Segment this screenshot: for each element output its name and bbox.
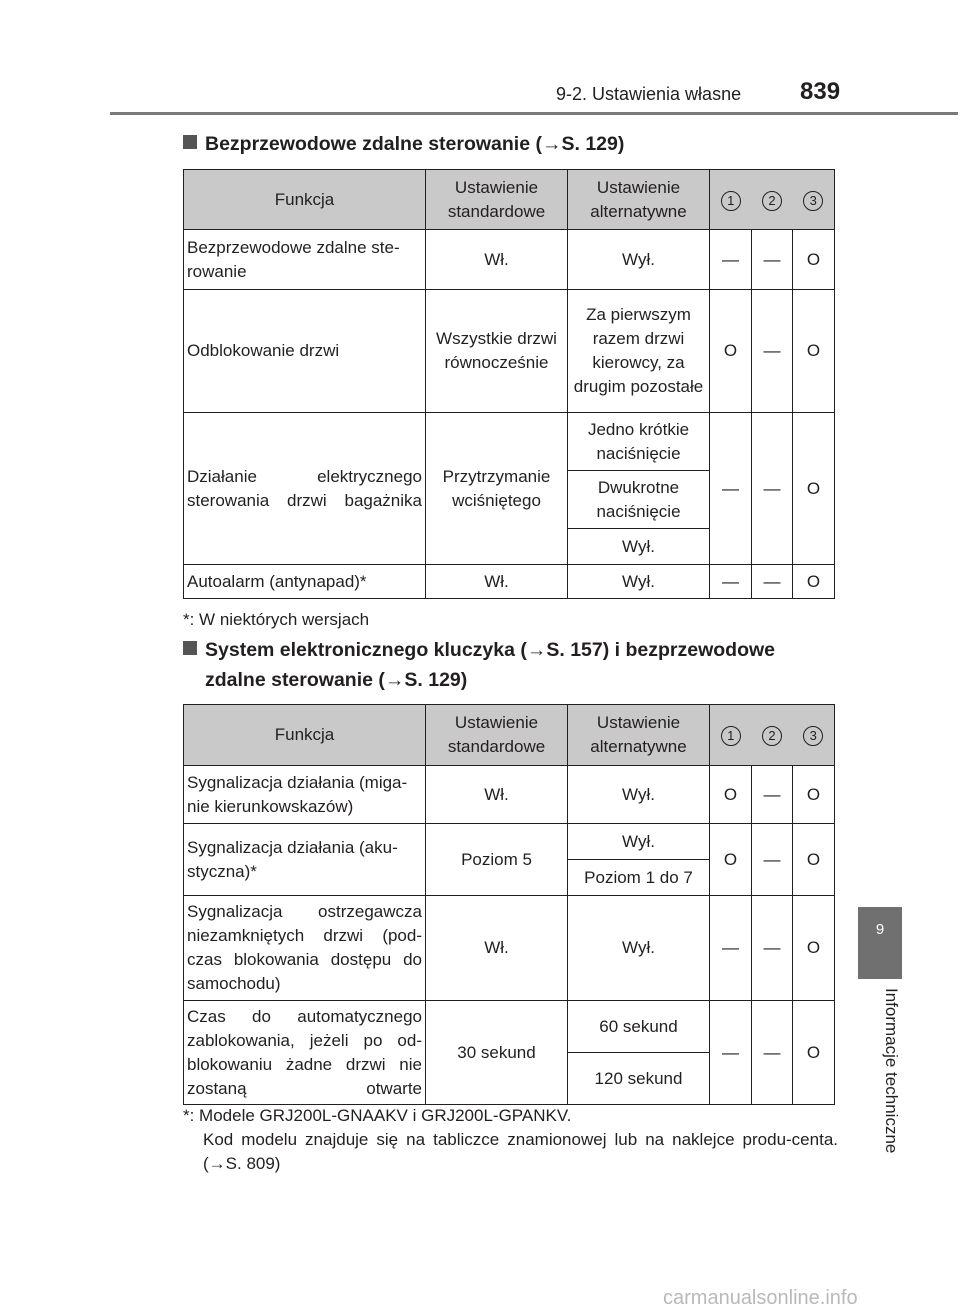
settings-table-1 <box>183 169 835 599</box>
table-row <box>184 413 835 471</box>
row-col1: O <box>710 290 752 413</box>
row-function: Działanie elektrycznego sterowania drzwi bagażnika <box>184 413 426 565</box>
header-section: 9-2. Ustawienia własne <box>556 84 742 104</box>
table-row <box>184 766 835 824</box>
row-col1: — <box>710 413 752 565</box>
header-rule <box>110 112 958 115</box>
bullet-square-icon <box>183 135 197 149</box>
row-alternative: Dwukrotne naciśnięcie <box>568 471 710 529</box>
table-row <box>184 565 835 599</box>
row-default: Poziom 5 <box>426 824 568 896</box>
row-col2: — <box>752 230 793 290</box>
page-number: 839 <box>800 78 841 105</box>
footnote-models: *: Modele GRJ200L-GNAAKV i GRJ200L-GPANKV. <box>183 1106 572 1125</box>
section2-ref1-link[interactable]: →S. 157) i bezprzewodowe <box>526 639 776 661</box>
row-col3: O <box>793 766 835 824</box>
row-default: Wł. <box>426 230 568 290</box>
col-header-1 <box>710 170 752 230</box>
row-col3: O <box>793 230 835 290</box>
footnote-model-code: Kod modelu znajduje się na tabliczce znamionowej lub na naklejce produ-centa. (→S. 809) <box>203 1130 838 1173</box>
col-header-3 <box>793 170 835 230</box>
row-default: Wszystkie drzwi równocześnie <box>426 290 568 413</box>
row-col3: O <box>793 896 835 1001</box>
col-header-3 <box>793 705 835 766</box>
row-col3: O <box>793 824 835 896</box>
section2-title-line2: zdalne sterowanie ( <box>205 669 385 691</box>
row-function: Sygnalizacja działania (aku-styczna)* <box>184 824 426 896</box>
col-header-default: Ustawienie standardowe <box>426 170 568 230</box>
col-header-2 <box>752 705 793 766</box>
watermark: carmanualsonline.info <box>663 1287 858 1309</box>
table-row <box>184 896 835 1001</box>
table-row <box>184 230 835 290</box>
section1-ref-link[interactable]: →S. 129) <box>541 133 625 155</box>
row-alternative: 60 sekund <box>568 1001 710 1053</box>
row-default: 30 sekund <box>426 1001 568 1105</box>
row-alternative: Za pierwszym razem drzwi kierowcy, za drugim pozostałe <box>568 290 710 413</box>
row-alternative: Wył. <box>568 230 710 290</box>
row-alternative: Wył. <box>568 896 710 1001</box>
circled-two-icon: 2 <box>762 726 782 746</box>
row-col2: — <box>752 1001 793 1105</box>
row-col1: — <box>710 565 752 599</box>
col-header-alternative: Ustawienie alternatywne <box>568 705 710 766</box>
row-alternative: Wył. <box>568 766 710 824</box>
col-header-1 <box>710 705 752 766</box>
chapter-tab[interactable]: 9 <box>858 907 902 979</box>
row-alternative: Wył. <box>568 824 710 860</box>
row-function: Odblokowanie drzwi <box>184 290 426 413</box>
row-function: Sygnalizacja działania (miga-nie kierunkowskazów) <box>184 766 426 824</box>
circled-three-icon: 3 <box>803 191 823 211</box>
circled-three-icon: 3 <box>803 726 823 746</box>
row-function: Autoalarm (antynapad)* <box>184 565 426 599</box>
table-row <box>184 290 835 413</box>
row-alternative: Poziom 1 do 7 <box>568 860 710 896</box>
row-alternative: Wył. <box>568 565 710 599</box>
settings-table-2 <box>183 704 835 1105</box>
col-header-alternative: Ustawienie alternatywne <box>568 170 710 230</box>
row-function: Sygnalizacja ostrzegawcza niezamkniętych drzwi (pod-czas blokowania dostępu do samochodu) <box>184 896 426 1001</box>
row-default: Wł. <box>426 766 568 824</box>
row-col1: — <box>710 896 752 1001</box>
col-header-2 <box>752 170 793 230</box>
circled-one-icon: 1 <box>721 726 741 746</box>
section1-heading <box>183 129 624 159</box>
section2-heading <box>183 635 843 695</box>
section2-title-line1: System elektronicznego kluczyka ( <box>205 639 527 661</box>
table-row <box>184 1001 835 1053</box>
section2-footnote <box>183 1104 838 1176</box>
section2-ref2-link[interactable]: →S. 129) <box>384 669 468 691</box>
row-default: Przytrzymanie wciśniętego <box>426 413 568 565</box>
row-alternative: 120 sekund <box>568 1053 710 1105</box>
row-col2: — <box>752 896 793 1001</box>
row-col2: — <box>752 413 793 565</box>
row-col2: — <box>752 766 793 824</box>
section1-title: Bezprzewodowe zdalne sterowanie ( <box>205 133 542 155</box>
row-col2: — <box>752 565 793 599</box>
row-col2: — <box>752 290 793 413</box>
row-col3: O <box>793 565 835 599</box>
row-col1: — <box>710 230 752 290</box>
chapter-tab-label: Informacje techniczne <box>882 988 901 1154</box>
row-col3: O <box>793 290 835 413</box>
row-alternative: Wył. <box>568 529 710 565</box>
row-alternative: Jedno krótkie naciśnięcie <box>568 413 710 471</box>
row-default: Wł. <box>426 565 568 599</box>
row-col1: — <box>710 1001 752 1105</box>
row-function: Bezprzewodowe zdalne ste-rowanie <box>184 230 426 290</box>
col-header-function: Funkcja <box>184 170 426 230</box>
row-default: Wł. <box>426 896 568 1001</box>
col-header-default: Ustawienie standardowe <box>426 705 568 766</box>
bullet-square-icon <box>183 641 197 655</box>
row-col1: O <box>710 824 752 896</box>
row-function: Czas do automatycznego zablokowania, jeżeli po od-blokowaniu żadne drzwi nie zostaną otwarte <box>184 1001 426 1105</box>
row-col1: O <box>710 766 752 824</box>
col-header-function: Funkcja <box>184 705 426 766</box>
row-col3: O <box>793 1001 835 1105</box>
section1-footnote: *: W niektórych wersjach <box>183 610 370 629</box>
row-col3: O <box>793 413 835 565</box>
circled-two-icon: 2 <box>762 191 782 211</box>
row-col2: — <box>752 824 793 896</box>
circled-one-icon: 1 <box>721 191 741 211</box>
table-row <box>184 824 835 860</box>
